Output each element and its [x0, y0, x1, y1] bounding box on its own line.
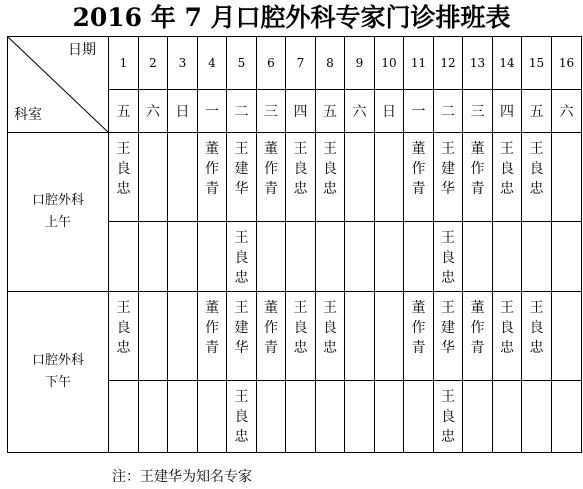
schedule-table [7, 36, 582, 453]
doctor-name: 董 作 青 [470, 300, 485, 356]
doctor-cell [493, 222, 522, 292]
doctor-name: 王 良 忠 [116, 300, 131, 356]
doctor-cell [493, 381, 522, 453]
doctor-name: 王 良 忠 [529, 300, 544, 356]
doctor-cell [375, 222, 404, 292]
doctor-cell [552, 133, 582, 222]
doctor-name: 王 良 忠 [293, 141, 308, 197]
doctor-name: 王 良 忠 [293, 300, 308, 356]
day-number-cell: 6 [257, 37, 286, 90]
day-number-cell: 11 [404, 37, 434, 90]
doctor-cell [109, 133, 139, 222]
weekday-cell: 四 [286, 90, 316, 133]
doctor-name: 董 作 青 [411, 300, 426, 356]
doctor-name: 王 良 忠 [441, 389, 455, 445]
doctor-name: 王 良 忠 [323, 141, 337, 197]
doctor-cell [345, 133, 375, 222]
doctor-cell [345, 292, 375, 381]
doctor-cell [375, 381, 404, 453]
day-number-cell: 12 [434, 37, 463, 90]
doctor-cell [493, 292, 522, 381]
doctor-name: 董 作 青 [411, 141, 426, 197]
day-number-cell: 14 [493, 37, 522, 90]
doctor-cell [493, 133, 522, 222]
doctor-cell [257, 292, 286, 381]
doctor-cell [552, 381, 582, 453]
day-number-cell: 7 [286, 37, 316, 90]
weekday-cell: 五 [522, 90, 552, 133]
doctor-cell [198, 292, 227, 381]
weekday-cell: 六 [345, 90, 375, 133]
doctor-cell [375, 133, 404, 222]
doctor-cell [139, 133, 168, 222]
doctor-name: 董 作 青 [205, 141, 219, 197]
doctor-cell [316, 222, 345, 292]
weekday-cell: 三 [257, 90, 286, 133]
weekday-cell: 一 [198, 90, 227, 133]
doctor-cell [316, 292, 345, 381]
weekday-cell: 四 [493, 90, 522, 133]
weekday-cell: 三 [463, 90, 493, 133]
day-number-row [8, 37, 582, 90]
doctor-name: 董 作 青 [470, 141, 485, 197]
doctor-name: 董 作 青 [264, 141, 278, 197]
doctor-cell [345, 381, 375, 453]
dept-cell-morning [8, 133, 109, 292]
doctor-cell [227, 292, 257, 381]
doctor-cell [198, 133, 227, 222]
day-number-cell: 1 [109, 37, 139, 90]
weekday-cell: 日 [168, 90, 198, 133]
doctor-cell [404, 381, 434, 453]
footnote: 注：王建华为知名专家 [112, 469, 252, 485]
doctor-name: 王 良 忠 [500, 300, 514, 356]
doctor-cell [257, 381, 286, 453]
doctor-name: 王 良 忠 [323, 300, 337, 356]
day-number-cell: 2 [139, 37, 168, 90]
doctor-cell [345, 222, 375, 292]
dept-cell-afternoon [8, 292, 109, 453]
corner-date-label: 日期 [68, 42, 96, 58]
weekday-cell: 日 [375, 90, 404, 133]
doctor-cell [139, 292, 168, 381]
doctor-cell [286, 133, 316, 222]
doctor-cell [522, 381, 552, 453]
doctor-name: 王 良 忠 [500, 141, 514, 197]
day-number-cell: 9 [345, 37, 375, 90]
doctor-cell [168, 292, 198, 381]
doctor-cell [434, 222, 463, 292]
doctor-name: 王 良 忠 [441, 230, 455, 286]
page-title: 2016 年 7 月口腔外科专家门诊排班表 [72, 3, 511, 32]
doctor-name: 王 建 华 [234, 300, 249, 356]
doctor-name: 王 建 华 [441, 141, 455, 197]
doctor-cell [286, 222, 316, 292]
day-number-cell: 13 [463, 37, 493, 90]
doctor-cell [552, 292, 582, 381]
weekday-cell: 六 [552, 90, 582, 133]
weekday-cell: 六 [139, 90, 168, 133]
doctor-cell [434, 292, 463, 381]
doctor-cell [257, 133, 286, 222]
day-number-cell: 3 [168, 37, 198, 90]
doctor-cell [168, 133, 198, 222]
doctor-name: 王 建 华 [441, 300, 455, 356]
doctor-name: 王 良 忠 [234, 230, 249, 286]
doctor-cell [257, 222, 286, 292]
day-number-cell: 15 [522, 37, 552, 90]
doctor-cell [404, 222, 434, 292]
doctor-name: 王 良 忠 [234, 389, 249, 445]
doctor-cell [404, 292, 434, 381]
doctor-cell [139, 381, 168, 453]
doctor-cell [286, 381, 316, 453]
day-number-cell: 5 [227, 37, 257, 90]
doctor-cell [522, 292, 552, 381]
doctor-cell [522, 222, 552, 292]
session-name: 上午 [44, 215, 71, 230]
day-number-cell: 16 [552, 37, 582, 90]
doctor-cell [109, 292, 139, 381]
morning-row-1 [8, 133, 582, 222]
doctor-cell [109, 222, 139, 292]
doctor-cell [316, 133, 345, 222]
doctor-cell [434, 133, 463, 222]
doctor-cell [198, 381, 227, 453]
doctor-name: 董 作 青 [205, 300, 219, 356]
doctor-name: 王 良 忠 [116, 141, 131, 197]
corner-header-cell [8, 37, 109, 133]
doctor-cell [463, 381, 493, 453]
weekday-cell: 二 [227, 90, 257, 133]
doctor-cell [168, 381, 198, 453]
weekday-cell: 五 [109, 90, 139, 133]
doctor-cell [227, 222, 257, 292]
dept-name: 口腔外科 [31, 193, 84, 208]
doctor-cell [463, 292, 493, 381]
doctor-cell [552, 222, 582, 292]
weekday-cell: 五 [316, 90, 345, 133]
afternoon-row-1 [8, 292, 582, 381]
doctor-cell [463, 133, 493, 222]
doctor-name: 王 良 忠 [529, 141, 544, 197]
doctor-cell [139, 222, 168, 292]
day-number-cell: 8 [316, 37, 345, 90]
day-number-cell: 4 [198, 37, 227, 90]
doctor-cell [375, 292, 404, 381]
doctor-cell [316, 381, 345, 453]
doctor-cell [286, 292, 316, 381]
doctor-cell [404, 133, 434, 222]
doctor-cell [168, 222, 198, 292]
doctor-cell [463, 222, 493, 292]
session-name: 下午 [44, 375, 71, 390]
doctor-cell [198, 222, 227, 292]
day-number-cell: 10 [375, 37, 404, 90]
doctor-cell [109, 381, 139, 453]
weekday-cell: 二 [434, 90, 463, 133]
corner-dept-label: 科室 [14, 107, 42, 123]
doctor-cell [227, 133, 257, 222]
doctor-cell [522, 133, 552, 222]
doctor-cell [227, 381, 257, 453]
doctor-cell [434, 381, 463, 453]
weekday-cell: 一 [404, 90, 434, 133]
doctor-name: 董 作 青 [264, 300, 278, 356]
dept-name: 口腔外科 [31, 353, 84, 368]
doctor-name: 王 建 华 [234, 141, 249, 197]
